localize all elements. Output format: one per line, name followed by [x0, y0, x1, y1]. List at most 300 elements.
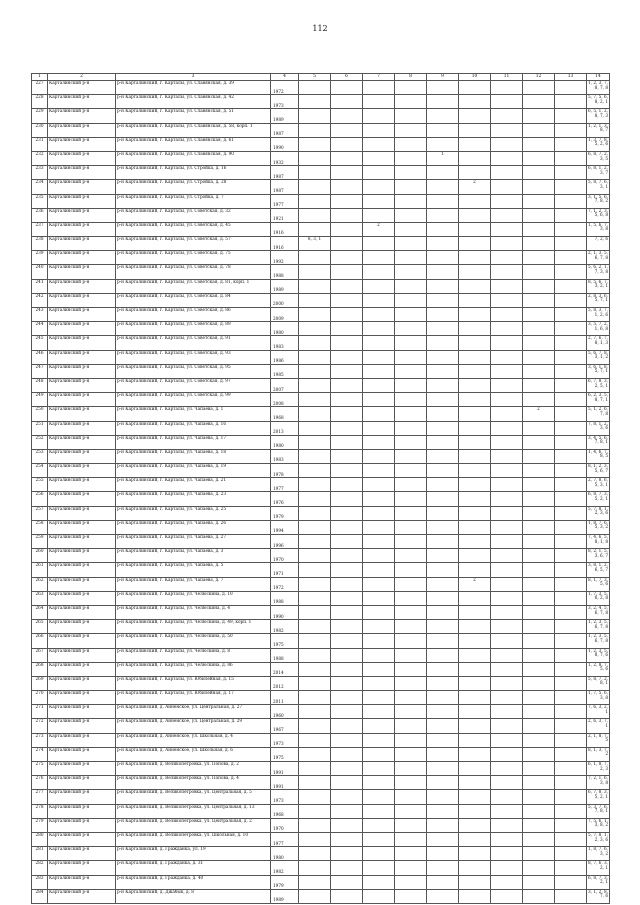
col-10-cell [459, 790, 491, 804]
col-6-cell [331, 705, 363, 719]
col-8-cell [395, 478, 427, 492]
col-6-cell [331, 719, 363, 733]
col-8-cell [395, 676, 427, 690]
col-5-cell [299, 676, 331, 690]
row-number: 249 [32, 393, 48, 407]
col-9-cell [427, 95, 459, 109]
district-cell: Карталинский р-н [48, 322, 116, 336]
row-number: 233 [32, 166, 48, 180]
col-9-cell [427, 421, 459, 435]
table-row [32, 265, 610, 279]
col-13-cell [555, 776, 587, 790]
year-cell: 1987 [271, 123, 299, 137]
table-row [32, 804, 610, 818]
address-cell: р-н Карталинский, г. Карталы, ул. Советская, д. 86 [116, 308, 271, 322]
col-9-cell [427, 492, 459, 506]
table-row [32, 549, 610, 563]
col-11-cell [491, 322, 523, 336]
address-cell: р-н Карталинский, г. Карталы, ул. Советская, д. 97 [116, 378, 271, 392]
year-cell: 1988 [271, 265, 299, 279]
col-11-cell [491, 336, 523, 350]
address-cell: р-н Карталинский, г. Карталы, ул. Челюскина, д. 4 [116, 605, 271, 619]
col-12-cell [523, 151, 555, 165]
col-6-cell [331, 506, 363, 520]
table-row [32, 506, 610, 520]
col-13-cell [555, 208, 587, 222]
col-5-cell [299, 762, 331, 776]
col-12-cell [523, 648, 555, 662]
row-number: 262 [32, 577, 48, 591]
table-row [32, 208, 610, 222]
col-13-cell [555, 520, 587, 534]
col-7-cell [363, 151, 395, 165]
address-cell: р-н Карталинский, г. Карталы, ул. Челюскина, д. 8 [116, 648, 271, 662]
address-cell: р-н Карталинский, г. Карталы, ул. Челюскина, д. 49, корп. 1 [116, 620, 271, 634]
col-7-cell [363, 861, 395, 875]
address-cell: р-н Карталинский, д. Анненское, ул. Школьная, д. 6 [116, 747, 271, 761]
table-row [32, 81, 610, 95]
col-10-cell [459, 464, 491, 478]
district-cell: Карталинский р-н [48, 393, 116, 407]
col-8-cell [395, 875, 427, 889]
col-13-cell [555, 265, 587, 279]
col-5-cell [299, 506, 331, 520]
works-list-cell: 2, 7, 6, 7, 8, 1, 3 [587, 336, 610, 350]
table-row [32, 719, 610, 733]
row-number: 280 [32, 832, 48, 846]
col-11-cell [491, 81, 523, 95]
works-list-cell: 6, 8, 1, 2, 3, 7 [587, 166, 610, 180]
col-13-cell [555, 563, 587, 577]
column-header: 7 [363, 74, 395, 81]
row-number: 237 [32, 222, 48, 236]
col-13-cell [555, 421, 587, 435]
col-13-cell [555, 308, 587, 322]
col-11-cell [491, 421, 523, 435]
col-5-cell [299, 251, 331, 265]
table-row [32, 364, 610, 378]
col-9-cell [427, 520, 459, 534]
col-6-cell [331, 492, 363, 506]
table-row [32, 350, 610, 364]
row-number: 252 [32, 435, 48, 449]
col-10-cell [459, 137, 491, 151]
col-8-cell [395, 549, 427, 563]
year-cell: 1988 [271, 591, 299, 605]
col-6-cell [331, 81, 363, 95]
works-list-cell: 7, 2, 6 [587, 237, 610, 251]
col-10-cell [459, 733, 491, 747]
works-list-cell: 7, 1, 2, 3, 5, 6, 8 [587, 208, 610, 222]
col-8-cell [395, 279, 427, 293]
district-cell: Карталинский р-н [48, 790, 116, 804]
col-6-cell [331, 535, 363, 549]
district-cell: Карталинский р-н [48, 875, 116, 889]
col-13-cell [555, 180, 587, 194]
table-row [32, 237, 610, 251]
col-6-cell [331, 364, 363, 378]
col-12-cell [523, 109, 555, 123]
col-10-cell [459, 719, 491, 733]
row-number: 278 [32, 804, 48, 818]
col-7-cell [363, 308, 395, 322]
col-6-cell [331, 889, 363, 903]
col-12-cell [523, 222, 555, 236]
table-row [32, 577, 610, 591]
address-cell: р-н Карталинский, д. Гражданка, д. 40 [116, 875, 271, 889]
district-cell: Карталинский р-н [48, 563, 116, 577]
col-9-cell [427, 464, 459, 478]
col-9-cell [427, 747, 459, 761]
table-row [32, 293, 610, 307]
address-cell: р-н Карталинский, г. Карталы, ул. Советская, д. 95 [116, 364, 271, 378]
col-9-cell [427, 733, 459, 747]
col-8-cell [395, 506, 427, 520]
col-12-cell [523, 464, 555, 478]
col-5-cell [299, 733, 331, 747]
col-12-cell [523, 875, 555, 889]
row-number: 257 [32, 506, 48, 520]
works-list-cell: 7, 6, 3, 2, 1 [587, 705, 610, 719]
col-10-cell [459, 605, 491, 619]
row-number: 259 [32, 535, 48, 549]
works-list-cell: 3, 1, 2, 8, 7, 6 [587, 889, 610, 903]
col-10-cell [459, 407, 491, 421]
col-9-cell [427, 535, 459, 549]
table-row [32, 194, 610, 208]
district-cell: Карталинский р-н [48, 180, 116, 194]
table-row [32, 634, 610, 648]
col-6-cell [331, 861, 363, 875]
col-11-cell [491, 506, 523, 520]
col-11-cell [491, 378, 523, 392]
col-7-cell [363, 634, 395, 648]
row-number: 264 [32, 605, 48, 619]
col-9-cell [427, 180, 459, 194]
col-6-cell [331, 563, 363, 577]
district-cell: Карталинский р-н [48, 478, 116, 492]
table-row [32, 279, 610, 293]
col-11-cell [491, 478, 523, 492]
col-9-cell [427, 293, 459, 307]
col-6-cell [331, 762, 363, 776]
address-cell: р-н Карталинский, г. Карталы, ул. Славянская, д. 51 [116, 109, 271, 123]
col-13-cell [555, 648, 587, 662]
table-row [32, 847, 610, 861]
col-12-cell [523, 818, 555, 832]
col-6-cell [331, 662, 363, 676]
col-8-cell [395, 889, 427, 903]
col-12-cell [523, 676, 555, 690]
col-8-cell [395, 208, 427, 222]
col-5-cell [299, 705, 331, 719]
col-12-cell [523, 308, 555, 322]
address-cell: р-н Карталинский, г. Карталы, ул. Славянская, д. 90 [116, 151, 271, 165]
col-10-cell [459, 847, 491, 861]
works-list-cell: 3, 8, 1, 2, 6, 5, 7 [587, 563, 610, 577]
column-header: 13 [555, 74, 587, 81]
address-cell: р-н Карталинский, г. Карталы, ул. Советская, д. 99 [116, 393, 271, 407]
col-9-cell [427, 478, 459, 492]
col-9-cell [427, 109, 459, 123]
col-11-cell [491, 492, 523, 506]
year-cell: 1976 [271, 492, 299, 506]
col-8-cell [395, 747, 427, 761]
col-7-cell [363, 95, 395, 109]
col-9-cell [427, 279, 459, 293]
col-10-cell [459, 832, 491, 846]
col-5-cell [299, 535, 331, 549]
works-list-cell: 1, 2, 3, 5, 6, 7, 8 [587, 634, 610, 648]
col-8-cell [395, 237, 427, 251]
col-9-cell [427, 605, 459, 619]
address-cell: р-н Карталинский, д. Гражданка, ул. 19 [116, 847, 271, 861]
works-list-cell: 6, 8, 7, 2, 3, 5 [587, 151, 610, 165]
col-5-cell [299, 435, 331, 449]
col-12-cell [523, 166, 555, 180]
district-cell: Карталинский р-н [48, 336, 116, 350]
address-cell: р-н Карталинский, г. Карталы, ул. Славянская, д. 58, корп. 1 [116, 123, 271, 137]
address-cell: р-н Карталинский, г. Карталы, ул. Советская, д. 32 [116, 208, 271, 222]
works-list-cell: 1, 7, 5, 6, 3, 8 [587, 691, 610, 705]
address-cell: р-н Карталинский, д. Великопетровка, ул. Школьная, д. 10 [116, 832, 271, 846]
col-12-cell [523, 889, 555, 903]
table-row [32, 180, 610, 194]
year-cell: 1975 [271, 747, 299, 761]
address-cell: р-н Карталинский, г. Карталы, ул. Челюскина, д. 86 [116, 662, 271, 676]
col-7-cell [363, 535, 395, 549]
address-cell: р-н Карталинский, г. Карталы, ул. Славянская, д. 39 [116, 81, 271, 95]
col-5-cell [299, 279, 331, 293]
district-cell: Карталинский р-н [48, 449, 116, 463]
col-7-cell: 2 [363, 222, 395, 236]
works-list-cell: 7, 4, 6, 5, 8, 1, 8 [587, 535, 610, 549]
table-row [32, 676, 610, 690]
col-7-cell [363, 166, 395, 180]
col-13-cell [555, 435, 587, 449]
col-8-cell [395, 222, 427, 236]
table-row [32, 109, 610, 123]
col-12-cell [523, 350, 555, 364]
col-5-cell [299, 336, 331, 350]
table-row [32, 648, 610, 662]
col-11-cell [491, 222, 523, 236]
district-cell: Карталинский р-н [48, 889, 116, 903]
address-cell: р-н Карталинский, г. Карталы, ул. Советская, д. 93 [116, 350, 271, 364]
col-10-cell [459, 435, 491, 449]
col-9-cell [427, 790, 459, 804]
column-header: 12 [523, 74, 555, 81]
col-5-cell [299, 875, 331, 889]
col-10-cell [459, 109, 491, 123]
row-number: 240 [32, 265, 48, 279]
row-number: 229 [32, 109, 48, 123]
col-11-cell [491, 350, 523, 364]
col-9-cell [427, 549, 459, 563]
col-7-cell [363, 492, 395, 506]
works-list-cell: 8, 2, 1, 5, 3, 6, 7 [587, 549, 610, 563]
district-cell: Карталинский р-н [48, 847, 116, 861]
col-7-cell [363, 279, 395, 293]
col-8-cell [395, 322, 427, 336]
district-cell: Карталинский р-н [48, 208, 116, 222]
col-7-cell [363, 549, 395, 563]
works-list-cell: 6, 5, 1, 2, 8, 7, 3 [587, 109, 610, 123]
address-cell: р-н Карталинский, д. Великопетровка, ул. Центральная, д. 5 [116, 790, 271, 804]
col-10-cell [459, 251, 491, 265]
table-row [32, 705, 610, 719]
col-5-cell [299, 563, 331, 577]
col-5-cell [299, 520, 331, 534]
col-7-cell [363, 620, 395, 634]
address-cell: р-н Карталинский, г. Карталы, ул. Славянская, д. 42 [116, 95, 271, 109]
col-7-cell [363, 747, 395, 761]
col-6-cell [331, 393, 363, 407]
year-cell: 1987 [271, 180, 299, 194]
col-13-cell [555, 790, 587, 804]
row-number: 273 [32, 733, 48, 747]
col-13-cell [555, 577, 587, 591]
address-cell: р-н Карталинский, г. Карталы, ул. Чапаева, д. 7 [116, 577, 271, 591]
district-cell: Карталинский р-н [48, 194, 116, 208]
col-9-cell [427, 322, 459, 336]
row-number: 268 [32, 662, 48, 676]
works-list-cell: 8, 7, 6, 3, 2, 1 [587, 861, 610, 875]
works-list-cell: 3, 2, 4, 5, 6, 7, 8 [587, 605, 610, 619]
row-number: 251 [32, 421, 48, 435]
district-cell: Карталинский р-н [48, 237, 116, 251]
table-row [32, 222, 610, 236]
row-number: 241 [32, 279, 48, 293]
district-cell: Карталинский р-н [48, 591, 116, 605]
address-cell: р-н Карталинский, г. Карталы, ул. Стройка, д. 7 [116, 194, 271, 208]
col-7-cell [363, 350, 395, 364]
col-9-cell [427, 634, 459, 648]
district-cell: Карталинский р-н [48, 421, 116, 435]
row-number: 235 [32, 194, 48, 208]
district-cell: Карталинский р-н [48, 464, 116, 478]
col-9-cell [427, 336, 459, 350]
col-10-cell [459, 279, 491, 293]
year-cell: 1916 [271, 222, 299, 236]
col-6-cell [331, 691, 363, 705]
col-9-cell: 1 [427, 151, 459, 165]
col-11-cell [491, 648, 523, 662]
col-8-cell [395, 151, 427, 165]
col-12-cell [523, 81, 555, 95]
year-cell: 1977 [271, 194, 299, 208]
year-cell: 2007 [271, 378, 299, 392]
col-10-cell [459, 861, 491, 875]
col-8-cell [395, 194, 427, 208]
col-12-cell [523, 435, 555, 449]
col-9-cell [427, 222, 459, 236]
address-cell: р-н Карталинский, д. Анненское, ул. Школьная, д. 4 [116, 733, 271, 747]
col-7-cell [363, 336, 395, 350]
table-row [32, 492, 610, 506]
col-7-cell [363, 605, 395, 619]
district-cell: Карталинский р-н [48, 719, 116, 733]
year-cell: 1980 [271, 435, 299, 449]
col-5-cell [299, 605, 331, 619]
col-11-cell [491, 166, 523, 180]
col-11-cell [491, 691, 523, 705]
row-number: 255 [32, 478, 48, 492]
col-5-cell [299, 577, 331, 591]
col-10-cell [459, 151, 491, 165]
col-6-cell [331, 577, 363, 591]
col-9-cell [427, 166, 459, 180]
col-11-cell [491, 293, 523, 307]
col-10-cell [459, 95, 491, 109]
column-header: 9 [427, 74, 459, 81]
district-cell: Карталинский р-н [48, 549, 116, 563]
col-7-cell [363, 719, 395, 733]
col-7-cell [363, 237, 395, 251]
col-5-cell [299, 293, 331, 307]
works-list-cell: 5, 8, 7, 2, 8, 1 [587, 676, 610, 690]
year-cell: 1982 [271, 861, 299, 875]
col-13-cell [555, 279, 587, 293]
col-13-cell [555, 449, 587, 463]
col-7-cell [363, 364, 395, 378]
works-list-cell: 8, 5, 6, 7, 3, 2, 1 [587, 279, 610, 293]
col-8-cell [395, 832, 427, 846]
col-7-cell [363, 676, 395, 690]
col-6-cell [331, 180, 363, 194]
district-cell: Карталинский р-н [48, 95, 116, 109]
year-cell: 1985 [271, 364, 299, 378]
col-9-cell [427, 861, 459, 875]
col-11-cell [491, 676, 523, 690]
col-7-cell [363, 520, 395, 534]
district-cell: Карталинский р-н [48, 662, 116, 676]
address-cell: р-н Карталинский, г. Карталы, ул. Чапаева, д. 23 [116, 492, 271, 506]
col-6-cell [331, 237, 363, 251]
works-list-cell: 2, 7, 8, 6, 5, 3, 1 [587, 478, 610, 492]
col-9-cell [427, 308, 459, 322]
col-9-cell [427, 648, 459, 662]
col-10-cell [459, 818, 491, 832]
col-6-cell [331, 109, 363, 123]
table-row [32, 790, 610, 804]
col-13-cell [555, 662, 587, 676]
row-number: 277 [32, 790, 48, 804]
table-row [32, 535, 610, 549]
row-number: 232 [32, 151, 48, 165]
district-cell: Карталинский р-н [48, 861, 116, 875]
col-12-cell [523, 762, 555, 776]
works-list-cell: 1, 7, 3, 5, 6, 2, 8 [587, 591, 610, 605]
col-8-cell [395, 804, 427, 818]
col-8-cell [395, 464, 427, 478]
col-5-cell [299, 464, 331, 478]
col-10-cell: 2 [459, 180, 491, 194]
year-cell: 1932 [271, 151, 299, 165]
district-cell: Карталинский р-н [48, 265, 116, 279]
works-list-cell: 1, 2, 1, 3, 8, 7 [587, 123, 610, 137]
col-12-cell [523, 506, 555, 520]
col-5-cell [299, 478, 331, 492]
works-list-cell: 6, 7, 8, 3, 5, 2, 1 [587, 790, 610, 804]
year-cell: 1986 [271, 350, 299, 364]
address-cell: р-н Карталинский, г. Карталы, ул. Советская, д. 78 [116, 265, 271, 279]
col-13-cell [555, 818, 587, 832]
table-row [32, 478, 610, 492]
col-11-cell [491, 251, 523, 265]
row-number: 256 [32, 492, 48, 506]
row-number: 263 [32, 591, 48, 605]
